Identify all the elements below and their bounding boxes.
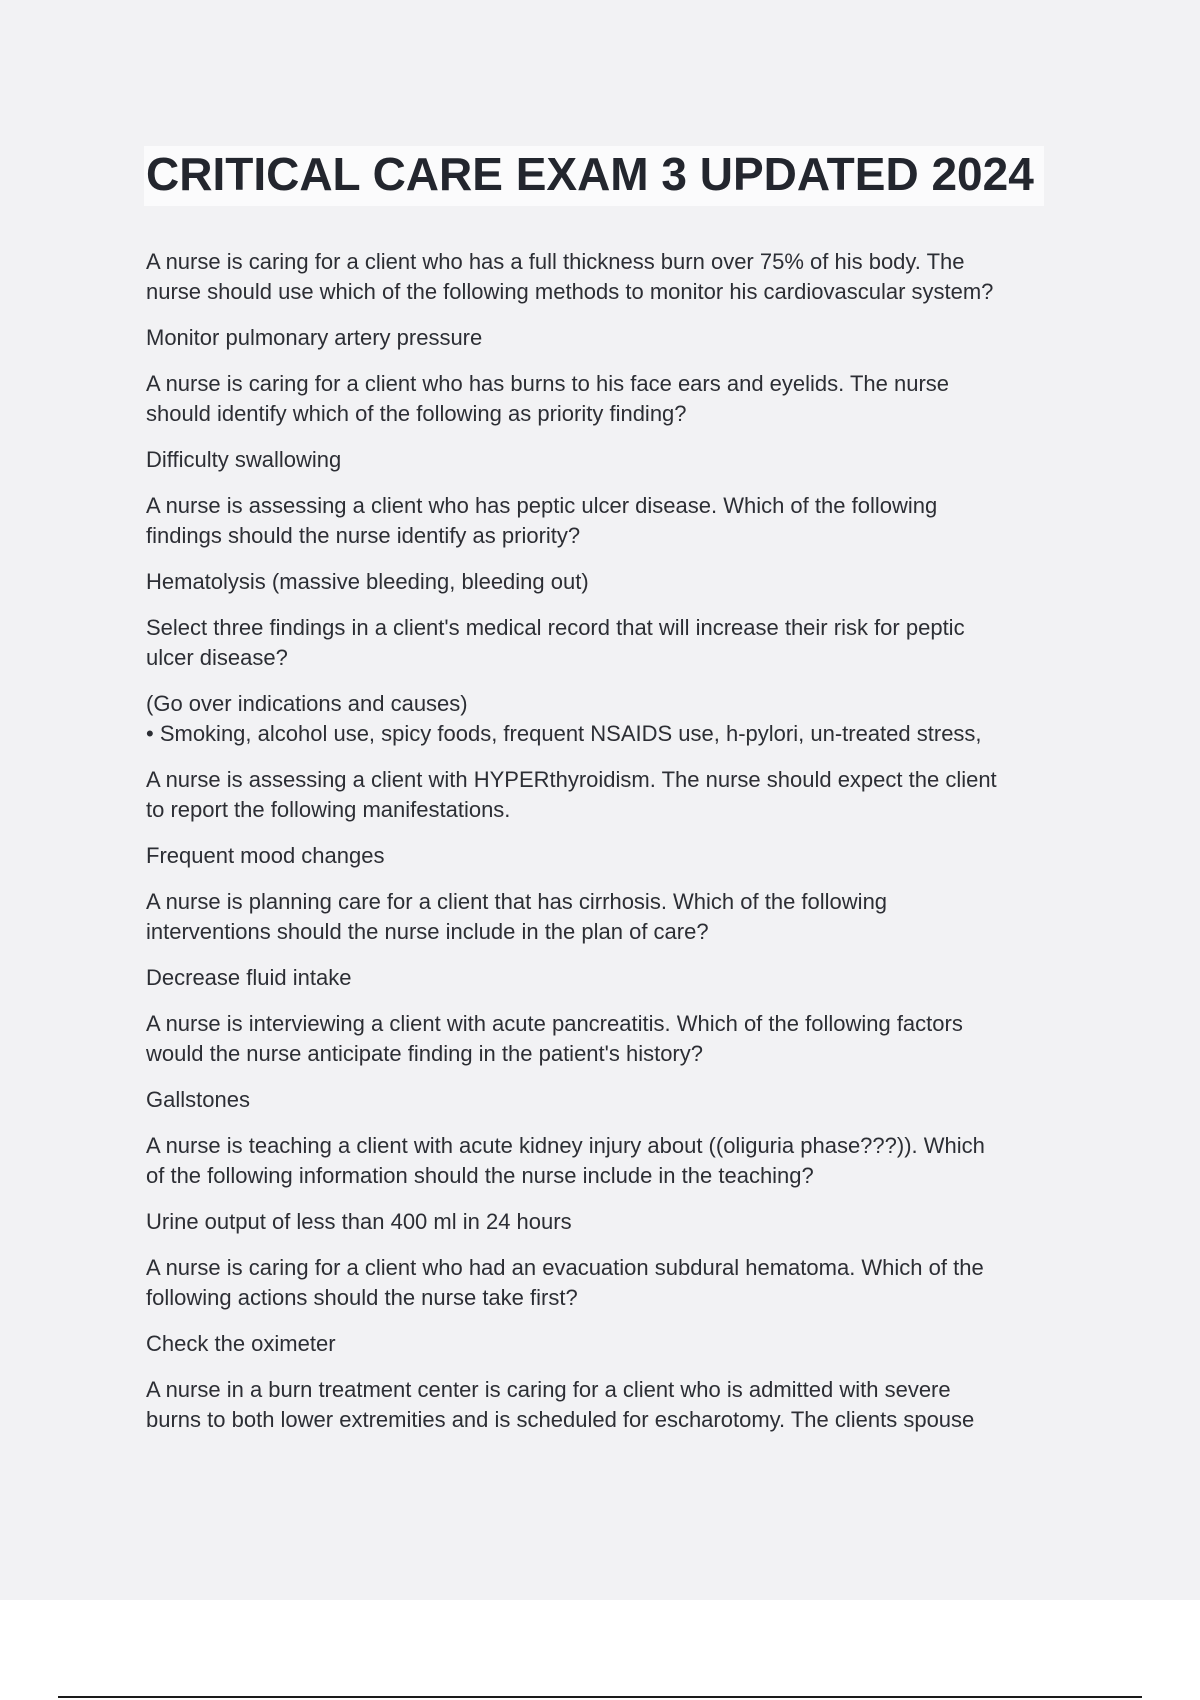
text-block <box>146 1085 1096 1115</box>
page-title: CRITICAL CARE EXAM 3 UPDATED 2024 <box>144 146 1044 206</box>
text-line: Hematolysis (massive bleeding, bleeding out) <box>146 569 589 594</box>
text-block <box>146 765 1096 825</box>
text-line: A nurse is assessing a client who has peptic ulcer disease. Which of the following <box>146 493 938 518</box>
text-block <box>146 689 1096 749</box>
text-line: Frequent mood changes <box>146 843 385 868</box>
text-line: A nurse is planning care for a client that has cirrhosis. Which of the following <box>146 889 888 914</box>
text-line: A nurse is caring for a client who has a full thickness burn over 75% of his body. The <box>146 249 965 274</box>
text-line: A nurse is assessing a client with HYPERthyroidism. The nurse should expect the client <box>146 767 997 792</box>
text-line: following actions should the nurse take first? <box>146 1285 578 1310</box>
question-list <box>146 247 1096 1451</box>
text-block <box>146 1009 1096 1069</box>
text-line: (Go over indications and causes) <box>146 691 468 716</box>
text-line: Select three findings in a client's medical record that will increase their risk for peptic <box>146 615 965 640</box>
text-line: • Smoking, alcohol use, spicy foods, frequent NSAIDS use, h-pylori, un-treated stress, <box>146 721 982 746</box>
text-line: interventions should the nurse include in the plan of care? <box>146 919 709 944</box>
text-line: A nurse is caring for a client who has burns to his face ears and eyelids. The nurse <box>146 371 950 396</box>
text-block <box>146 369 1096 429</box>
text-line: Gallstones <box>146 1087 250 1112</box>
footer-divider <box>58 1696 1142 1698</box>
text-line: ulcer disease? <box>146 645 288 670</box>
text-line: Check the oximeter <box>146 1331 336 1356</box>
text-line: findings should the nurse identify as priority? <box>146 523 581 548</box>
text-line: Urine output of less than 400 ml in 24 hours <box>146 1209 572 1234</box>
text-block <box>146 963 1096 993</box>
text-line: to report the following manifestations. <box>146 797 511 822</box>
text-line: A nurse is caring for a client who had an evacuation subdural hematoma. Which of the <box>146 1255 984 1280</box>
text-line: of the following information should the nurse include in the teaching? <box>146 1163 814 1188</box>
text-line: Monitor pulmonary artery pressure <box>146 325 483 350</box>
text-block <box>146 1131 1096 1191</box>
text-block <box>146 567 1096 597</box>
text-block <box>146 247 1096 307</box>
text-line: nurse should use which of the following methods to monitor his cardiovascular system? <box>146 279 994 304</box>
text-block <box>146 613 1096 673</box>
text-block <box>146 1207 1096 1237</box>
text-line: burns to both lower extremities and is scheduled for escharotomy. The clients spouse <box>146 1407 975 1432</box>
text-line: Difficulty swallowing <box>146 447 342 472</box>
text-line: would the nurse anticipate finding in the patient's history? <box>146 1041 703 1066</box>
text-block <box>146 841 1096 871</box>
text-block <box>146 445 1096 475</box>
text-block <box>146 323 1096 353</box>
text-block <box>146 887 1096 947</box>
text-line: A nurse is interviewing a client with acute pancreatitis. Which of the following factors <box>146 1011 963 1036</box>
text-line: should identify which of the following as priority finding? <box>146 401 687 426</box>
text-block <box>146 1375 1096 1435</box>
text-line: A nurse in a burn treatment center is caring for a client who is admitted with severe <box>146 1377 951 1402</box>
text-line: Decrease fluid intake <box>146 965 352 990</box>
text-block <box>146 1253 1096 1313</box>
text-block <box>146 1329 1096 1359</box>
text-line: A nurse is teaching a client with acute kidney injury about ((oliguria phase???)). Which <box>146 1133 985 1158</box>
text-block <box>146 491 1096 551</box>
